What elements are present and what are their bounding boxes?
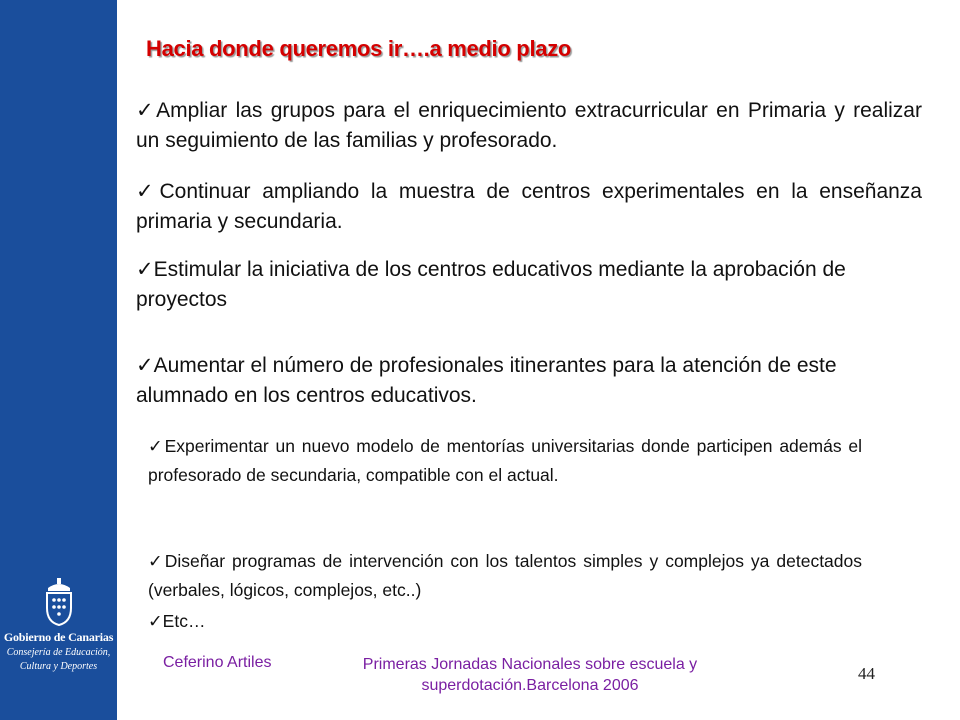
checkmark-icon: ✓: [148, 437, 165, 457]
logo-subtitle-1: Consejería de Educación,: [6, 647, 111, 658]
bullet-text: Ampliar las grupos para el enriquecimiento extracurricular en Primaria y realizar un seguimiento de las familias y profesorado.: [136, 99, 922, 152]
checkmark-icon: ✓: [136, 179, 160, 203]
footer-author: Ceferino Artiles: [163, 654, 272, 671]
logo-subtitle-2: Cultura y Deportes: [19, 661, 98, 672]
slide-title: Hacia donde queremos ir….a medio plazo: [146, 36, 572, 61]
sidebar: [0, 0, 117, 720]
footer-event-line-2: superdotación.Barcelona 2006: [421, 677, 639, 694]
footer-event-line-1: Primeras Jornadas Nacionales sobre escuela y: [362, 656, 698, 673]
bullet-text: Continuar ampliando la muestra de centros experimentales en la enseñanza primaria y secundaria.: [136, 180, 922, 233]
bullet-text: Diseñar programas de intervención con los talentos simples y complejos ya detectados (verbales, lógicos, complejos, etc..): [148, 551, 863, 600]
coat-of-arms-icon: [42, 578, 76, 626]
bullet-text: Aumentar el número de profesionales itinerantes para la atención de este alumnado en los centros educativos.: [136, 354, 837, 407]
bullet-text: Etc…: [162, 611, 206, 631]
bullet-item: [148, 547, 862, 604]
checkmark-icon: ✓: [136, 257, 154, 281]
bullet-item: [136, 350, 876, 411]
footer-event: [320, 654, 740, 696]
bullet-item: [136, 95, 922, 156]
checkmark-icon: ✓: [136, 353, 154, 377]
gobierno-canarias-logo: [0, 578, 117, 673]
bullet-item: [136, 176, 922, 237]
bullet-text: Estimular la iniciativa de los centros educativos mediante la aprobación de proyectos: [136, 258, 846, 311]
bullet-text: Experimentar un nuevo modelo de mentorías universitarias donde participen además el profesorado de secundaria, compatible con el actual.: [148, 436, 862, 485]
bullet-item: [148, 432, 862, 489]
checkmark-icon: ✓: [148, 612, 163, 632]
checkmark-icon: ✓: [148, 552, 165, 572]
bullet-item: [148, 607, 862, 636]
bullet-item: [136, 254, 876, 315]
checkmark-icon: ✓: [136, 98, 157, 122]
logo-title: Gobierno de Canarias: [3, 630, 114, 644]
page-number: 44: [858, 664, 875, 683]
